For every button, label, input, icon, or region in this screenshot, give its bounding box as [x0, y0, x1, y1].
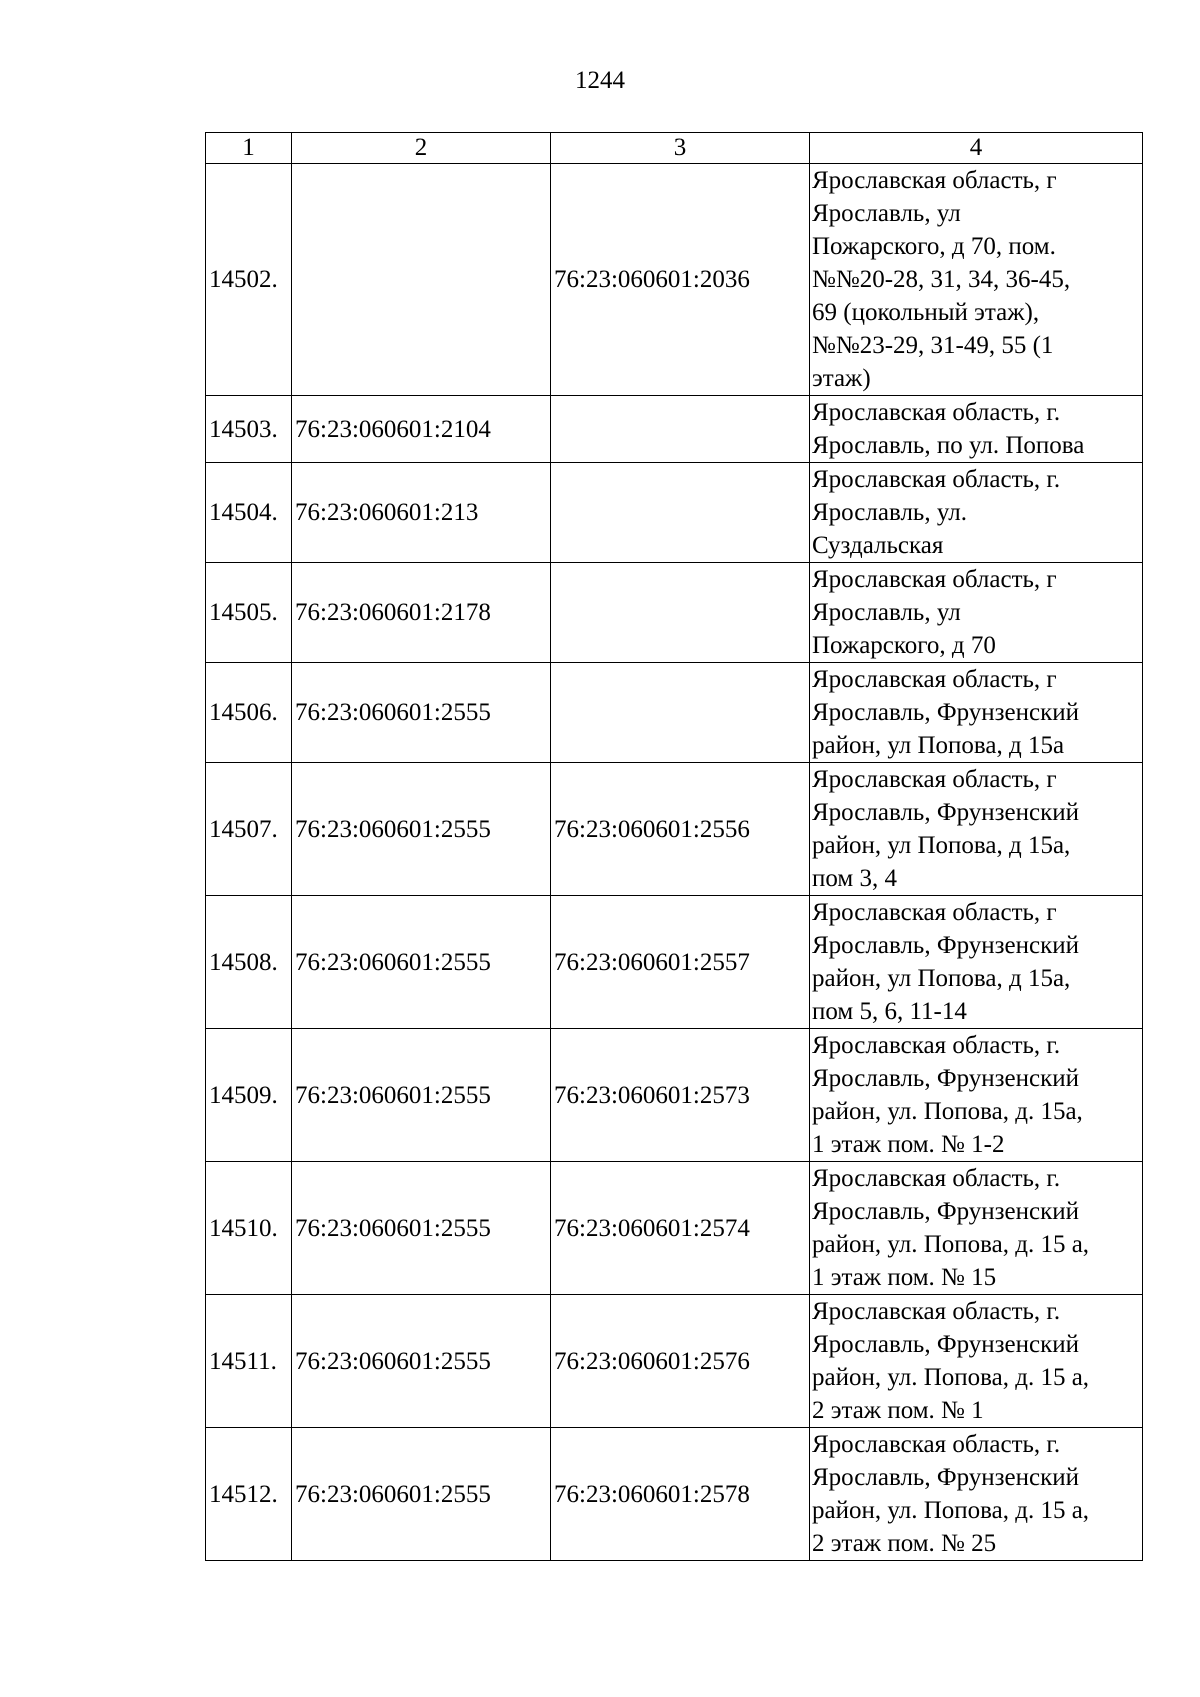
- table-body: [206, 164, 1143, 1561]
- row-number-cell: 14511.: [206, 1295, 292, 1428]
- address-line: Ярославская область, г: [812, 899, 1057, 926]
- address-cell: [810, 1162, 1143, 1295]
- address-line: Ярославская область, г.: [812, 1165, 1061, 1192]
- header-cell-4: 4: [810, 133, 1143, 164]
- table-row: [206, 763, 1143, 896]
- address-line: 2 этаж пом. № 25: [812, 1530, 997, 1557]
- cadastral-number-cell: 76:23:060601:2104: [292, 396, 551, 463]
- address-line: Ярославль, по ул. Попова: [812, 432, 1085, 459]
- cadastral-number-room-cell: 76:23:060601:2573: [551, 1029, 810, 1162]
- address-line: район, ул. Попова, д. 15 а,: [812, 1364, 1090, 1391]
- address-cell: [810, 663, 1143, 763]
- address-line: район, ул Попова, д 15а: [812, 732, 1065, 759]
- address-cell: [810, 463, 1143, 563]
- address-cell: [810, 763, 1143, 896]
- table-row: [206, 1029, 1143, 1162]
- header-cell-1: 1: [206, 133, 292, 164]
- table-row: [206, 663, 1143, 763]
- cadastral-number-cell: 76:23:060601:2555: [292, 763, 551, 896]
- address-line: 69 (цокольный этаж),: [812, 299, 1040, 326]
- row-number-cell: 14505.: [206, 563, 292, 663]
- cadastral-number-cell: 76:23:060601:2555: [292, 1029, 551, 1162]
- address-line: район, ул Попова, д 15а,: [812, 965, 1071, 992]
- row-number-cell: 14508.: [206, 896, 292, 1029]
- address-cell: [810, 1428, 1143, 1561]
- address-line: Ярославская область, г: [812, 167, 1057, 194]
- address-line: район, ул. Попова, д. 15 а,: [812, 1497, 1090, 1524]
- table-row: [206, 396, 1143, 463]
- address-line: 1 этаж пом. № 15: [812, 1264, 997, 1291]
- address-line: Ярославль, Фрунзенский: [812, 1198, 1079, 1225]
- cadastral-number-cell: 76:23:060601:2555: [292, 1295, 551, 1428]
- address-line: Ярославль, Фрунзенский: [812, 1331, 1079, 1358]
- row-number-cell: 14503.: [206, 396, 292, 463]
- row-number-cell: 14506.: [206, 663, 292, 763]
- address-cell: [810, 896, 1143, 1029]
- address-line: Ярославская область, г.: [812, 399, 1061, 426]
- header-cell-2: 2: [292, 133, 551, 164]
- address-line: Ярославль, ул.: [812, 499, 967, 526]
- address-line: Ярославль, Фрунзенский: [812, 1065, 1079, 1092]
- cadastral-number-cell: 76:23:060601:213: [292, 463, 551, 563]
- row-number-cell: 14509.: [206, 1029, 292, 1162]
- table-row: [206, 164, 1143, 396]
- cadastral-number-room-cell: [551, 463, 810, 563]
- cadastral-number-cell: 76:23:060601:2178: [292, 563, 551, 663]
- address-line: Ярославская область, г.: [812, 1431, 1061, 1458]
- address-line: Ярославль, ул: [812, 200, 961, 227]
- address-line: 2 этаж пом. № 1: [812, 1397, 984, 1424]
- address-line: Пожарского, д 70, пом.: [812, 233, 1056, 260]
- cadastral-number-room-cell: 76:23:060601:2036: [551, 164, 810, 396]
- address-line: Ярославская область, г: [812, 766, 1057, 793]
- page-number: 1244: [575, 67, 625, 94]
- cadastral-number-room-cell: 76:23:060601:2574: [551, 1162, 810, 1295]
- address-line: Суздальская: [812, 532, 944, 559]
- cadastral-number-cell: 76:23:060601:2555: [292, 1428, 551, 1561]
- address-line: район, ул. Попова, д. 15а,: [812, 1098, 1083, 1125]
- cadastral-number-cell: [292, 164, 551, 396]
- address-line: Ярославская область, г.: [812, 466, 1061, 493]
- address-line: Пожарского, д 70: [812, 632, 996, 659]
- cadastral-number-room-cell: 76:23:060601:2578: [551, 1428, 810, 1561]
- address-line: район, ул. Попова, д. 15 а,: [812, 1231, 1090, 1258]
- cadastral-number-cell: 76:23:060601:2555: [292, 1162, 551, 1295]
- address-cell: [810, 563, 1143, 663]
- table-row: [206, 1428, 1143, 1561]
- address-line: Ярославль, Фрунзенский: [812, 699, 1079, 726]
- header-row: [206, 133, 1143, 164]
- cadastral-number-room-cell: [551, 663, 810, 763]
- address-line: Ярославская область, г.: [812, 1298, 1061, 1325]
- address-line: 1 этаж пом. № 1-2: [812, 1131, 1005, 1158]
- table-row: [206, 1295, 1143, 1428]
- address-cell: [810, 396, 1143, 463]
- address-line: Ярославская область, г.: [812, 1032, 1061, 1059]
- cadastral-number-room-cell: 76:23:060601:2576: [551, 1295, 810, 1428]
- address-line: Ярославская область, г: [812, 566, 1057, 593]
- row-number-cell: 14512.: [206, 1428, 292, 1561]
- cadastral-number-room-cell: [551, 396, 810, 463]
- registry-table: [205, 132, 1143, 1561]
- cadastral-number-cell: 76:23:060601:2555: [292, 663, 551, 763]
- row-number-cell: 14507.: [206, 763, 292, 896]
- cadastral-number-room-cell: [551, 563, 810, 663]
- header-cell-3: 3: [551, 133, 810, 164]
- address-line: Ярославль, Фрунзенский: [812, 1464, 1079, 1491]
- cadastral-number-room-cell: 76:23:060601:2557: [551, 896, 810, 1029]
- address-line: район, ул Попова, д 15а,: [812, 832, 1071, 859]
- address-line: №№23-29, 31-49, 55 (1: [812, 332, 1054, 359]
- address-line: №№20-28, 31, 34, 36-45,: [812, 266, 1071, 293]
- table-row: [206, 463, 1143, 563]
- cadastral-number-room-cell: 76:23:060601:2556: [551, 763, 810, 896]
- address-cell: [810, 1295, 1143, 1428]
- address-cell: [810, 1029, 1143, 1162]
- table-row: [206, 896, 1143, 1029]
- address-line: Ярославль, ул: [812, 599, 961, 626]
- address-line: пом 5, 6, 11-14: [812, 998, 967, 1025]
- cadastral-number-cell: 76:23:060601:2555: [292, 896, 551, 1029]
- row-number-cell: 14510.: [206, 1162, 292, 1295]
- row-number-cell: 14502.: [206, 164, 292, 396]
- table-row: [206, 1162, 1143, 1295]
- row-number-cell: 14504.: [206, 463, 292, 563]
- address-cell: [810, 164, 1143, 396]
- address-line: Ярославская область, г: [812, 666, 1057, 693]
- address-line: пом 3, 4: [812, 865, 897, 892]
- address-line: Ярославль, Фрунзенский: [812, 799, 1079, 826]
- address-line: Ярославль, Фрунзенский: [812, 932, 1079, 959]
- table-row: [206, 563, 1143, 663]
- address-line: этаж): [812, 365, 871, 392]
